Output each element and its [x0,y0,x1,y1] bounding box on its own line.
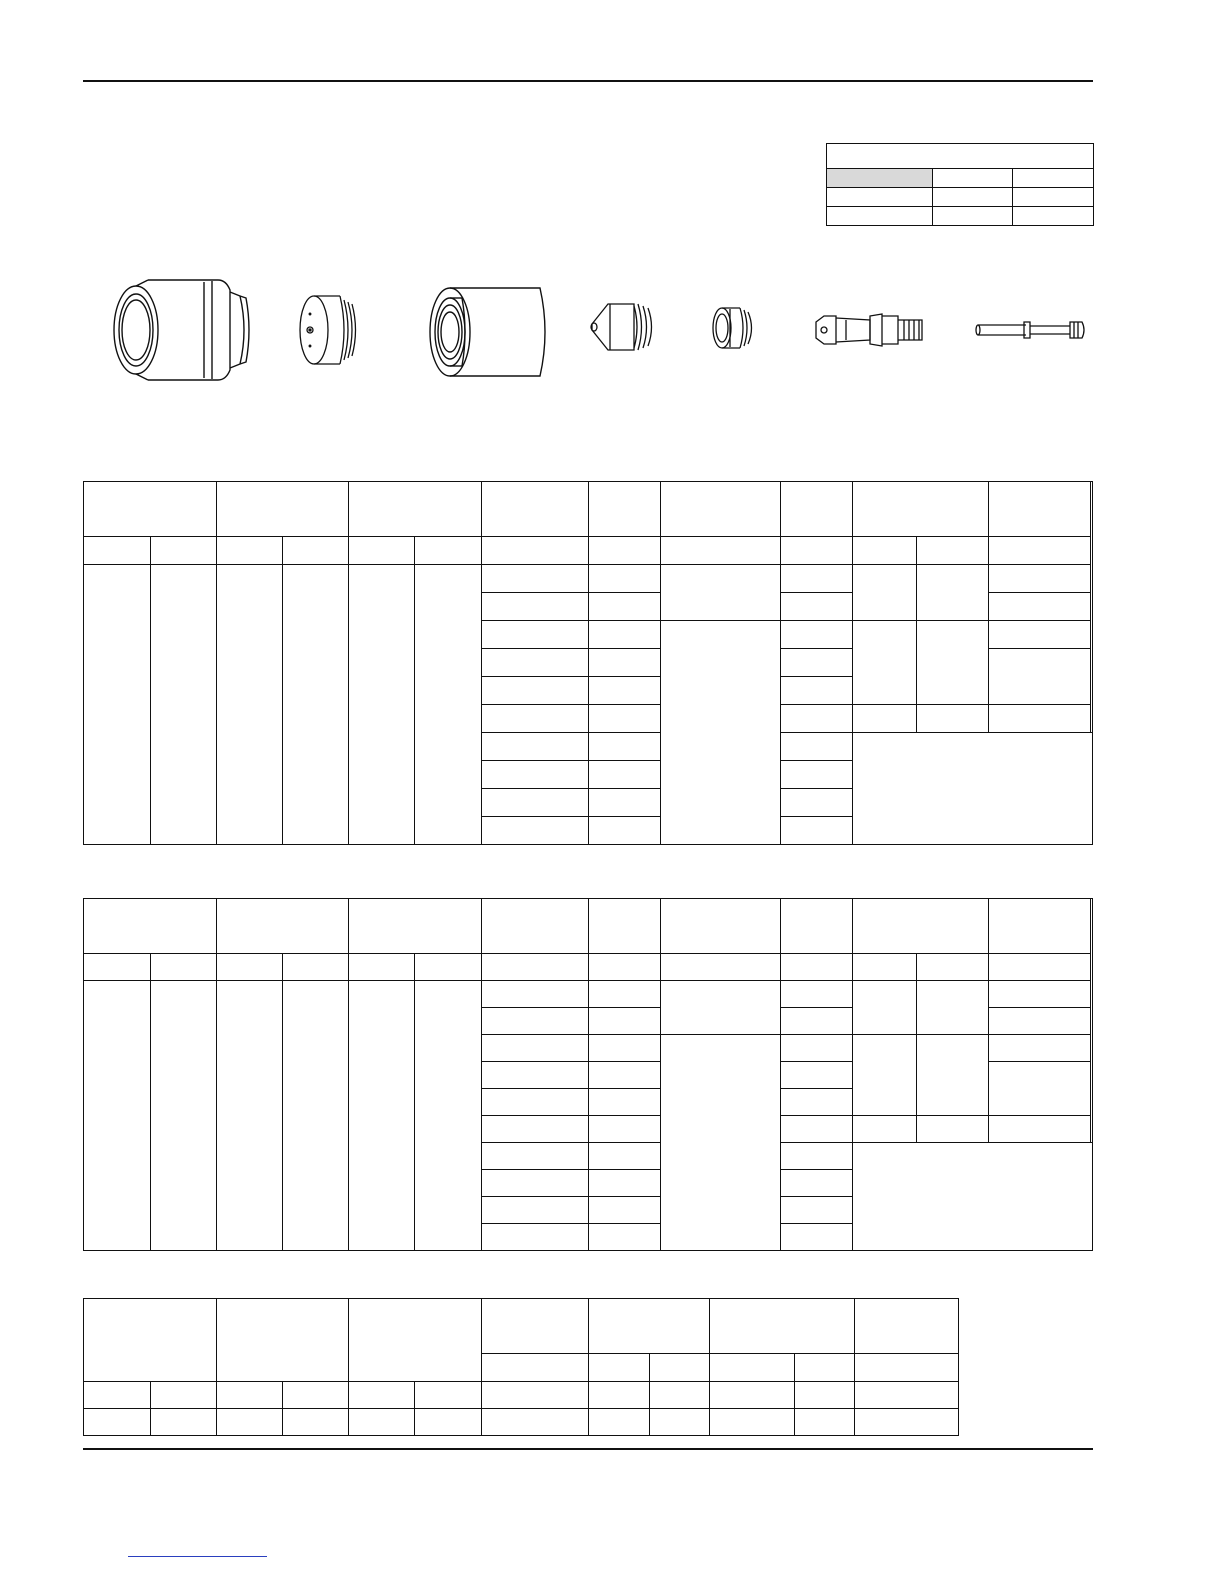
table-cell [589,482,661,537]
table-cell [415,954,482,981]
table-cell [151,1382,217,1409]
table-cell [853,981,917,1035]
nozzle-icon [588,298,660,356]
swirl-ring-icon [710,304,758,352]
table-cell [917,1116,989,1143]
table-cell [217,1409,283,1436]
table-cell [283,1409,349,1436]
table-cell [589,1035,661,1062]
table-cell [917,981,989,1035]
table-cell [781,1197,853,1224]
table-cell [589,954,661,981]
table-cell [589,1170,661,1197]
table-cell [482,1143,589,1170]
table-cell [989,705,1091,733]
table-cell [217,1299,349,1382]
table-cell [482,1354,589,1382]
table-cell [84,981,151,1251]
table-cell [84,1299,217,1382]
table-cell [589,537,661,565]
electrode-icon [812,308,926,352]
table-cell [349,981,415,1251]
table-cell [661,482,781,537]
table-cell [853,1035,917,1116]
table-cell [781,1089,853,1116]
table-cell [589,1143,661,1170]
table-cell [917,621,989,705]
table-cell [84,954,151,981]
table-cell [853,537,917,565]
table-cell [482,1382,589,1409]
table-cell [781,1170,853,1197]
table-cell [781,621,853,649]
table-cell [349,954,415,981]
table-cell [482,482,589,537]
table-cell [84,565,151,845]
table-cell [482,899,589,954]
table-cell [989,565,1091,593]
table-cell [781,981,853,1008]
table-cell [781,649,853,677]
table-cell [989,593,1091,621]
table-cell [482,981,589,1008]
table-cell [589,761,661,789]
table-cell [989,1062,1091,1116]
table-cell [589,1197,661,1224]
table-cell [217,981,283,1251]
table-cell [781,1224,853,1251]
table-cell [781,1116,853,1143]
table-cell [855,1354,959,1382]
table-cell [1013,207,1094,226]
table-cell [795,1382,855,1409]
table-cell [589,593,661,621]
table-cell [661,1035,781,1251]
table-cell [781,954,853,981]
table-cell [589,621,661,649]
table-cell [482,677,589,705]
table-cell [151,565,217,845]
table-cell [349,899,482,954]
table-cell [589,817,661,845]
cut-chart-table-3 [83,1298,959,1436]
table-cell [482,761,589,789]
table-cell [933,169,1013,188]
table-cell [482,1170,589,1197]
table-cell [853,733,1093,845]
table-cell [989,954,1091,981]
table-cell [589,1299,710,1354]
table-cell [853,621,917,705]
table-cell [781,565,853,593]
table-cell [482,565,589,593]
table-cell [781,733,853,761]
table-cell [283,565,349,845]
table-cell [482,649,589,677]
table-cell [989,899,1091,954]
table-cell [781,677,853,705]
header-rule [83,80,1093,82]
table-cell [989,1008,1091,1035]
table-cell [781,1143,853,1170]
legend-shaded-cell [827,169,933,188]
table-cell [855,1299,959,1354]
table-cell [781,789,853,817]
table-cell [589,565,661,593]
legend-table [826,143,1094,226]
table-cell [917,954,989,981]
table-cell [589,705,661,733]
table-cell [482,789,589,817]
table-cell [781,705,853,733]
table-cell [661,621,781,845]
table-cell [853,1116,917,1143]
table-cell [710,1299,855,1354]
table-cell [710,1382,795,1409]
table-cell [933,207,1013,226]
table-cell [349,537,415,565]
table-cell [151,1409,217,1436]
table-cell [781,761,853,789]
table-cell [853,705,917,733]
table-cell [283,954,349,981]
table-cell [989,981,1091,1008]
table-cell [84,482,217,537]
table-cell [853,1143,1093,1251]
table-cell [589,1224,661,1251]
table-cell [650,1409,710,1436]
table-cell [217,954,283,981]
table-cell [482,705,589,733]
table-cell [855,1409,959,1436]
table-cell [989,1035,1091,1062]
table-cell [482,1409,589,1436]
table-cell [349,1409,415,1436]
footer-rule [83,1448,1093,1450]
table-cell [781,1035,853,1062]
table-cell [482,593,589,621]
table-cell [1013,169,1094,188]
table-cell [589,677,661,705]
table-cell [482,1035,589,1062]
table-cell [217,482,349,537]
table-cell [482,1062,589,1089]
table-cell [855,1382,959,1409]
table-cell [482,1116,589,1143]
table-cell [482,1089,589,1116]
table-cell [482,817,589,845]
table-cell [781,817,853,845]
table-cell [482,1224,589,1251]
table-cell [781,537,853,565]
table-cell [661,899,781,954]
retaining-cap-icon [428,284,552,380]
table-cell [781,899,853,954]
table-cell [589,1116,661,1143]
table-cell [795,1354,855,1382]
table-cell [84,537,151,565]
table-cell [415,1409,482,1436]
table-cell [84,1382,151,1409]
table-cell [482,1299,589,1354]
table-cell [217,537,283,565]
table-cell [781,1062,853,1089]
table-cell [1013,188,1094,207]
table-cell [661,954,781,981]
table-cell [415,565,482,845]
table-cell [151,954,217,981]
table-cell [917,705,989,733]
table-cell [349,1382,415,1409]
table-cell [482,621,589,649]
table-cell [589,649,661,677]
table-cell [349,1299,482,1382]
table-cell [482,733,589,761]
shield-icon [296,292,362,368]
table-cell [482,954,589,981]
table-cell [217,565,283,845]
table-cell [589,733,661,761]
table-cell [589,1354,650,1382]
table-cell [151,981,217,1251]
table-cell [827,207,933,226]
table-cell [795,1409,855,1436]
table-cell [415,981,482,1251]
table-cell [349,482,482,537]
table-cell [989,537,1091,565]
table-cell [283,537,349,565]
table-cell [589,1062,661,1089]
table-cell [151,537,217,565]
table-cell [589,1089,661,1116]
table-cell [283,981,349,1251]
table-cell [853,954,917,981]
table-cell [650,1354,710,1382]
table-cell [710,1409,795,1436]
table-cell [853,565,917,621]
table-cell [781,1008,853,1035]
table-cell [415,537,482,565]
table-cell [661,565,781,621]
footer-link-underline[interactable] [128,1556,267,1557]
table-cell [827,188,933,207]
table-cell [589,789,661,817]
consumable-parts-illustration [100,270,1100,390]
table-cell [710,1354,795,1382]
table-cell [917,537,989,565]
table-cell [989,482,1091,537]
table-cell [917,565,989,621]
table-cell [84,899,217,954]
water-tube-icon [974,318,1088,342]
table-cell [989,649,1091,705]
table-cell [589,1008,661,1035]
cut-chart-table-2 [83,898,1093,1251]
table-cell [650,1382,710,1409]
table-cell [853,482,989,537]
table-cell [482,1197,589,1224]
table-cell [853,899,989,954]
table-cell [589,899,661,954]
table-cell [217,899,349,954]
table-cell [781,593,853,621]
table-cell [283,1382,349,1409]
table-cell [589,1409,650,1436]
table-cell [661,537,781,565]
table-cell [781,482,853,537]
table-cell [661,981,781,1035]
table-cell [989,1116,1091,1143]
table-cell [989,621,1091,649]
table-cell [217,1382,283,1409]
table-cell [415,1382,482,1409]
shield-cap-icon [108,278,258,382]
table-cell [482,537,589,565]
table-cell [589,1382,650,1409]
table-cell [589,981,661,1008]
table-cell [349,565,415,845]
table-cell [933,188,1013,207]
cut-chart-table-1 [83,481,1093,845]
table-cell [482,1008,589,1035]
legend-header-cell [827,144,1094,169]
table-cell [84,1409,151,1436]
table-cell [917,1035,989,1116]
